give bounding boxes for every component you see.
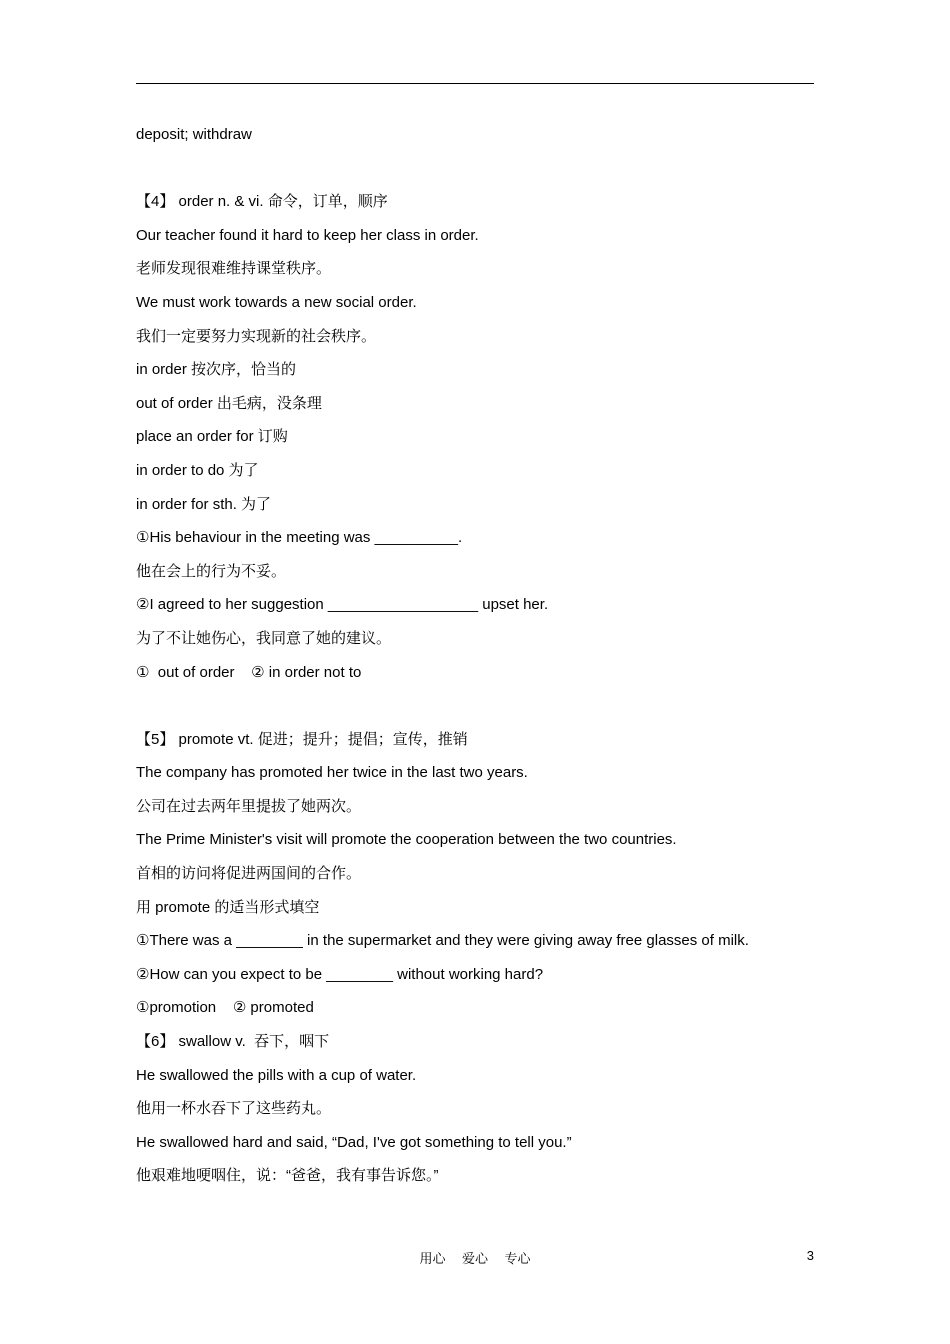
exercise-item: ②I agreed to her suggestion __________________ upset her. [136,596,549,614]
example-sentence: The company has promoted her twice in the last two years. [136,764,528,782]
exercise-instruction: 用 promote 的适当形式填空 [136,898,320,916]
phrase-item: place an order for 订购 [136,428,288,446]
example-sentence: He swallowed hard and said, “Dad, I've got something to tell you.” [136,1133,572,1151]
page-number: 3 [806,1248,814,1263]
example-sentence: Our teacher found it hard to keep her class in order. [136,226,479,244]
example-translation: 首相的访问将促进两国间的合作。 [136,865,362,883]
entry-heading-promote: 【5】 promote vt. 促进；提升；提倡；宣传，推销 [136,730,468,748]
exercise-translation: 他在会上的行为不妥。 [136,562,287,580]
example-translation: 他艰难地哽咽住，说：“爸爸，我有事告诉您。” [136,1167,439,1185]
example-sentence: The Prime Minister's visit will promote the cooperation between the two countries. [136,831,677,849]
exercise-answers: ① out of order ② in order not to [136,663,362,681]
phrase-item: in order to do 为了 [136,461,259,479]
blank-line [136,158,814,192]
exercise-answers: ①promotion ② promoted [136,999,314,1017]
exercise-item: ②How can you expect to be ________ without working hard? [136,965,544,983]
example-translation: 老师发现很难维持课堂秩序。 [136,260,332,278]
header-rule [136,83,814,84]
footer-motto: 用心 爱心 专心 [419,1252,531,1267]
phrase-item: out of order 出毛病，没条理 [136,394,322,412]
phrase-item: in order for sth. 为了 [136,495,272,513]
blank-line [136,695,814,729]
phrase-item: in order 按次序，恰当的 [136,361,297,379]
example-translation: 公司在过去两年里提拔了她两次。 [136,797,362,815]
example-translation: 他用一杯水吞下了这些药丸。 [136,1100,332,1118]
entry-heading-order: 【4】 order n. & vi. 命令，订单，顺序 [136,193,388,211]
example-sentence: He swallowed the pills with a cup of water. [136,1066,417,1084]
body-line: deposit; withdraw [136,126,252,143]
example-translation: 我们一定要努力实现新的社会秩序。 [136,327,377,345]
exercise-translation: 为了不让她伤心，我同意了她的建议。 [136,629,392,647]
exercise-item: ①There was a ________ in the supermarket and they were giving away free glasses of milk. [136,932,749,950]
exercise-item: ①His behaviour in the meeting was __________. [136,529,463,547]
entry-heading-swallow: 【6】 swallow v. 吞下，咽下 [136,1033,330,1051]
page-body [136,124,814,1199]
example-sentence: We must work towards a new social order. [136,293,417,311]
